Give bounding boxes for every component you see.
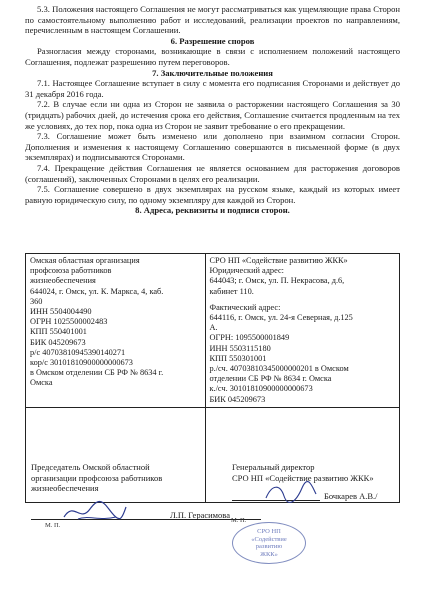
left-party-corr-account: кор/с 30101810900000000673 [30, 358, 133, 368]
left-party-name-2: профсоюза работников [30, 266, 112, 276]
right-party-account-2: отделении СБ РФ № 8634 г. Омска [209, 374, 332, 384]
clause-6: Разногласия между сторонами, возникающие в связи с исполнением положений настоящего Соглашения, подлежат разрешению путем переговоров. [25, 46, 400, 67]
stamp-text-2: «Содействие [251, 535, 287, 543]
left-party-inn: ИНН 5504004490 [30, 307, 92, 317]
left-signer-title [31, 462, 162, 494]
right-party-cell [205, 254, 399, 408]
left-party-address-1: 644024, г. Омск, ул. К. Маркса, 4, каб. [30, 286, 164, 296]
left-party-name-3: жизнеобеспечения [30, 276, 96, 286]
left-party-ogrn: ОГРН 1025500002483 [30, 317, 108, 327]
clause-5-3: 5.3. Положения настоящего Соглашения не могут рассматриваться как ущемляющие права Сторон по самостоятельному выполнению работ и исследований, реализации проектов по направлениям, перечисленным в настоящем Соглашении. [25, 4, 400, 36]
right-handwritten-signature [262, 480, 320, 504]
stamp-text-3: развитию [255, 543, 283, 550]
right-party-actual-address-2: А. [209, 323, 218, 333]
left-party-bank-1: в Омском отделении СБ РФ № 8634 г. [30, 368, 164, 378]
right-signer-name: Бочкарев А.В./ [324, 491, 378, 501]
right-party-actual-label: Фактический адрес: [209, 302, 281, 312]
agreement-text [25, 4, 400, 216]
right-signer-title-1: Генеральный директор [232, 462, 315, 472]
left-signer-title-2: организации профсоюза работников [31, 472, 163, 483]
right-mp-label: М. П. [231, 517, 247, 524]
left-signer-title-3: жизнеобеспечения [31, 483, 99, 494]
left-party-name-1: Омская областная организация [30, 256, 140, 265]
section-6-heading: 6. Разрешение споров [170, 35, 255, 46]
right-party-legal-label: Юридический адрес: [209, 266, 284, 276]
left-handwritten-signature [60, 499, 130, 525]
left-party-cell [26, 254, 206, 408]
left-party-bik: БИК 045209673 [30, 337, 86, 347]
clause-7-1: 7.1. Настоящее Соглашение вступает в силу с момента его подписания Сторонами и действует до 31 декабря 2016 года. [25, 78, 400, 99]
left-mp-label: М. П. [45, 522, 61, 529]
clause-7-3: 7.3. Соглашение может быть изменено или дополнено при взаимном согласии Сторон. Дополнения и изменения к настоящему Соглашению совершаются в письменной форме (в двух экземплярах) и подписываются Сторонами. [25, 131, 400, 163]
left-signer-title-1: Председатель Омской областной [31, 462, 150, 472]
organization-stamp [232, 522, 306, 564]
section-7-heading: 7. Заключительные положения [152, 67, 273, 78]
section-8-heading: 8. Адреса, реквизиты и подписи сторон. [135, 205, 290, 216]
stamp-text-1: СРО НП [257, 528, 281, 535]
right-party-legal-address-1: 644043; г. Омск, ул. П. Некрасова, д.6, [209, 276, 345, 286]
right-party-ogrn: ОГРН: 1095500001849 [209, 333, 290, 343]
right-party-name: СРО НП «Содействие развитию ЖКК» [209, 256, 348, 265]
left-party-bank-2: Омска [30, 378, 53, 388]
stamp-text-4: ЖКК» [260, 550, 278, 558]
right-signer-title-2: СРО НП «Содействие развитию ЖКК» [232, 472, 374, 483]
right-party-inn: ИНН 5503115180 [209, 343, 271, 353]
clause-7-4: 7.4. Прекращение действия Соглашения не является основанием для расторжения договоров (соглашений), заключенных Сторонами в целях его реализации. [25, 162, 400, 184]
right-party-legal-address-2: кабинет 110. [209, 286, 254, 296]
right-party-kpp: КПП 550301001 [209, 353, 267, 363]
left-party-address-2: 360 [30, 296, 43, 306]
right-party-account-1: р./сч. 40703810345000000201 в Омском [209, 364, 349, 374]
clause-7-5: 7.5. Соглашение совершено в двух экземплярах на русском языке, каждый из которых имеет равную юридическую силу, по одному экземпляру для каждой из Сторон. [25, 184, 400, 205]
right-party-actual-address-1: 644116, г. Омск, ул. 24-я Северная, д.125 [209, 313, 353, 323]
right-party-bik: БИК 045209673 [209, 394, 266, 404]
clause-7-2: 7.2. В случае если ни одна из Сторон не заявила о расторжении настоящего Соглашения за 30 (тридцать) рабочих дней, до истечения срока его действия, Соглашение считается продленным на тех же условиях, до тех пор, пока одна из Сторон не заявит требование о его прекращении. [25, 99, 400, 131]
left-signer-name: Л.П. Герасимова [170, 510, 230, 520]
left-party-kpp: КПП 550401001 [30, 327, 87, 337]
left-party-account: р/с 40703810945390140271 [30, 347, 126, 357]
right-party-corr-account: к./сч. 30101810900000000673 [209, 384, 313, 394]
